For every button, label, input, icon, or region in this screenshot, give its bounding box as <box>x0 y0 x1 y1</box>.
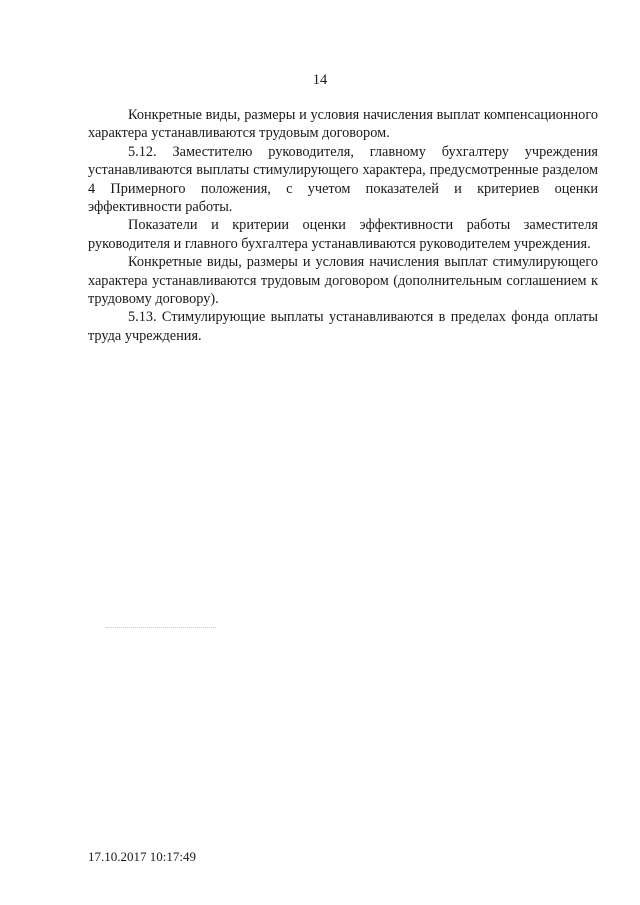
paragraph-5-13: 5.13. Стимулирующие выплаты устанавливаются в пределах фонда оплаты труда учреждения. <box>88 309 598 344</box>
paragraph-5-12: 5.12. Заместителю руководителя, главному бухгалтеру учреждения устанавливаются выплаты стимулирующего характера, предусмотренные разделом 4 Примерного положения, с учетом показателей и критериев оценки эффективности работы. <box>88 143 598 216</box>
page-number: 14 <box>312 72 328 88</box>
paragraph-incentive-payments: Конкретные виды, размеры и условия начисления выплат стимулирующего характера устанавливаются трудовым договором (дополнительным соглашением к трудовому договору). <box>88 254 598 308</box>
footer-timestamp: 17.10.2017 10:17:49 <box>88 849 196 864</box>
document-body <box>88 106 598 345</box>
paragraph-compensation-payments: Конкретные виды, размеры и условия начисления выплат компенсационного характера устанавливаются трудовым договором. <box>88 107 598 142</box>
paragraph-performance-criteria: Показатели и критерии оценки эффективности работы заместителя руководителя и главного бухгалтера устанавливаются руководителем учреждения. <box>88 217 598 252</box>
scan-artifact-line <box>106 627 216 629</box>
